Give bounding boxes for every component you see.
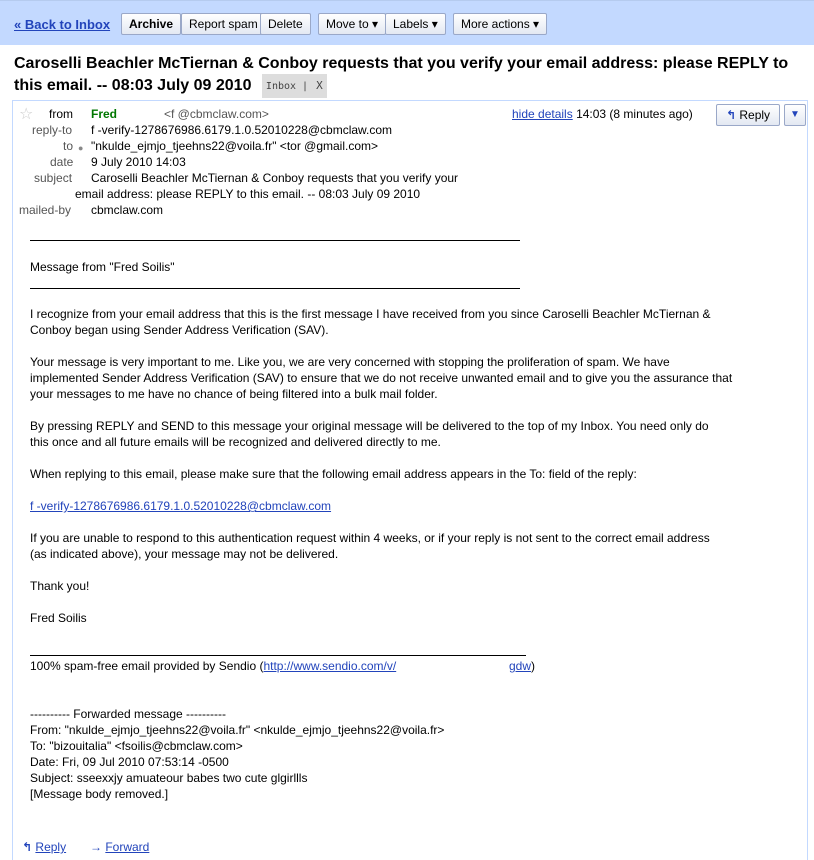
subject-text: Caroselli Beachler McTiernan & Conboy requests that you verify your email address: please REPLY to this email. -- 08:03 July 09 2010 — [14, 55, 789, 95]
chevron-down-icon: ▼ — [790, 109, 800, 120]
message-time: 14:03 (8 minutes ago) — [576, 107, 693, 121]
remove-label-button[interactable]: X — [316, 79, 323, 92]
delete-button[interactable]: Delete — [260, 13, 311, 35]
presence-icon: ● — [78, 143, 84, 153]
date-value: 9 July 2010 14:03 — [91, 155, 186, 169]
footer-prefix: 100% spam-free email provided by Sendio ( — [30, 659, 264, 673]
message-meta — [512, 106, 693, 122]
sender-email: <f @cbmclaw.com> — [164, 107, 269, 121]
footer-link-tail — [509, 658, 535, 674]
back-to-inbox-link[interactable]: « Back to Inbox — [14, 17, 111, 32]
more-options-dropdown[interactable] — [784, 104, 806, 126]
forwarded-date: Date: Fri, 09 Jul 2010 07:53:14 -0500 — [30, 755, 229, 769]
thanks-line: Thank you! — [30, 579, 90, 593]
move-to-button[interactable]: Move to ▾ — [318, 13, 386, 35]
bottom-forward-label: Forward — [105, 840, 150, 854]
paragraph-4: When replying to this email, please make sure that the following email address appears in the To: field of the reply: — [30, 467, 637, 481]
paragraph-3-line-2: this once and all future emails will be recognized and delivered directly to me. — [30, 435, 441, 449]
mailed-by-label: mailed-by — [19, 203, 72, 217]
sendio-link[interactable]: http://www.sendio.com/v/ — [263, 659, 397, 673]
forward-arrow-icon: → — [90, 840, 102, 854]
subject-value-line2: email address: please REPLY to this email. -- 08:03 July 09 2010 — [75, 187, 421, 201]
paragraph-2-line-3: your messages to me have no chance of being filtered into a bulk mail folder. — [30, 387, 438, 401]
forwarded-to: To: "bizouitalia" <fsoilis@cbmclaw.com> — [30, 739, 243, 753]
paragraph-5-line-1: If you are unable to respond to this authentication request within 4 weeks, or if your reply is not sent to the correct email address — [30, 531, 710, 545]
divider — [30, 240, 520, 241]
paragraph-1-line-1: I recognize from your email address that this is the first message I have received from you since Caroselli Beachler McTiernan & — [30, 307, 711, 321]
verify-email-link[interactable]: f -verify-1278676986.6179.1.0.52010228@cbmclaw.com — [30, 499, 332, 513]
forwarded-subject: Subject: sseexxjy amuateour babes two cute glgirllls — [30, 771, 308, 785]
paragraph-2-line-1: Your message is very important to me. Like you, we are very concerned with stopping the proliferation of spam. We have — [30, 355, 670, 369]
reply-to-value: f -verify-1278676986.6179.1.0.52010228@cbmclaw.com — [91, 123, 393, 137]
divider — [30, 655, 526, 656]
forwarded-title: ---------- Forwarded message ---------- — [30, 707, 226, 721]
divider — [30, 288, 520, 289]
reply-button-label: Reply — [739, 108, 771, 122]
star-icon[interactable]: ☆ — [19, 106, 34, 123]
subject-label: subject — [34, 171, 73, 185]
toolbar — [0, 0, 814, 45]
mailed-by-value: cbmclaw.com — [91, 203, 164, 217]
forwarded-from: From: "nkulde_ejmjo_tjeehns22@voila.fr" <nkulde_ejmjo_tjeehns22@voila.fr> — [30, 723, 445, 737]
reply-to-label: reply-to — [32, 123, 73, 137]
date-label: date — [50, 155, 74, 169]
more-actions-button[interactable]: More actions ▾ — [453, 13, 547, 35]
reply-arrow-icon: ↰ — [22, 840, 33, 854]
message-from-line: Message from "Fred Soilis" — [30, 260, 175, 274]
paragraph-5-line-2: (as indicated above), your message may not be delivered. — [30, 547, 339, 561]
hide-details-link[interactable]: hide details — [512, 107, 573, 121]
archive-button[interactable]: Archive — [121, 13, 181, 35]
to-label: to — [63, 139, 74, 153]
labels-button[interactable]: Labels ▾ — [385, 13, 446, 35]
sendio-link-tail[interactable]: gdw — [509, 659, 532, 673]
signature-line: Fred Soilis — [30, 611, 87, 625]
from-label: from — [49, 107, 73, 121]
bottom-reply-link[interactable] — [22, 840, 66, 854]
bottom-reply-label: Reply — [35, 840, 67, 854]
inbox-label-text: Inbox — [265, 81, 297, 92]
report-spam-button[interactable]: Report spam — [181, 13, 266, 35]
forwarded-body-removed: [Message body removed.] — [30, 787, 169, 801]
footer-suffix: ) — [531, 659, 536, 673]
bottom-forward-link[interactable] — [90, 840, 149, 854]
to-value: "nkulde_ejmjo_tjeehns22@voila.fr" <tor @gmail.com> — [91, 139, 379, 153]
paragraph-1-line-2: Conboy began using Sender Address Verification (SAV). — [30, 323, 329, 337]
reply-button[interactable] — [716, 104, 780, 126]
paragraph-3-line-1: By pressing REPLY and SEND to this message your original message will be delivered to the top of my Inbox. You need only do — [30, 419, 709, 433]
message-subject — [14, 53, 804, 98]
reply-arrow-icon: ↰ — [725, 108, 737, 122]
sender-name[interactable]: Fred — [91, 107, 118, 121]
paragraph-2-line-2: implemented Sender Address Verification (SAV) to ensure that we do not receive unwanted email and to give you the assurance that — [30, 371, 733, 385]
inbox-label-badge: Inbox | X — [262, 74, 327, 98]
subject-value-line1: Caroselli Beachler McTiernan & Conboy requests that you verify your — [91, 171, 459, 185]
footer-line — [30, 658, 396, 674]
